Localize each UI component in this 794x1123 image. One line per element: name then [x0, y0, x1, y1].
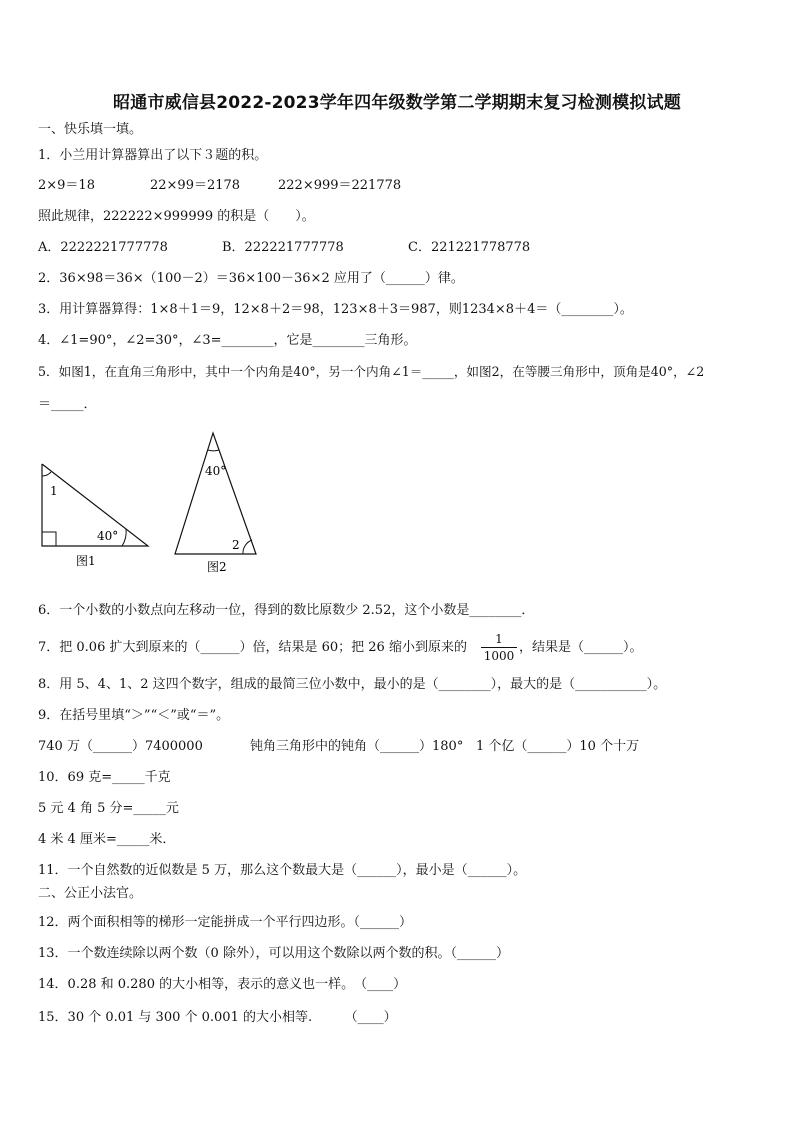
question-1-example-2: 22×99＝2178: [150, 178, 241, 193]
figure-1-angle-1-label: 1: [50, 484, 58, 498]
question-7-part-2: ，结果是（______）。: [519, 640, 643, 655]
figure-2-caption: 图2: [207, 560, 227, 574]
question-1-example-1: 2×9＝18: [38, 178, 95, 193]
question-2: 2．36×98＝36×（100－2）＝36×100－36×2 应用了（______）律。: [38, 271, 464, 286]
question-9-c: 1 个亿（______）10 个十万: [476, 739, 640, 754]
question-1-option-b: B．222221777778: [222, 240, 344, 255]
question-15: 15．30 个 0.01 与 300 个 0.001 的大小相等. （____）: [38, 1010, 397, 1025]
question-7-part-1: 7．把 0.06 扩大到原来的（______）倍，结果是 60；把 26 缩小到原来的: [38, 640, 467, 655]
question-10-b: 5 元 4 角 5 分=_____元: [38, 801, 179, 816]
figure-2-angle-2-label: 2: [232, 538, 240, 552]
section-heading-1: 一、快乐填一填。: [38, 122, 143, 137]
question-11: 11．一个自然数的近似数是 5 万，那么这个数最大是（______），最小是（______）。: [38, 863, 527, 878]
fraction-denominator: 1000: [483, 649, 515, 663]
question-14: 14．0.28 和 0.280 的大小相等，表示的意义也一样。 （____）: [38, 977, 407, 992]
question-13: 13．一个数连续除以两个数（0 除外），可以用这个数除以两个数的积。（______）: [38, 946, 509, 961]
question-1-option-c: C．221221778778: [408, 240, 531, 255]
question-9-b: 钝角三角形中的钝角（______）180°: [250, 739, 464, 754]
figure-2-isosceles-triangle: [170, 428, 266, 578]
question-10-a: 10．69 克=_____千克: [38, 770, 171, 785]
figure-1-angle-40-label: 40°: [97, 529, 119, 543]
question-5-line-1: 5．如图1，在直角三角形中，其中一个内角是40°，另一个内角∠1＝_____，如图2，在等腰三角形中，顶角是40°，∠2: [38, 364, 705, 379]
question-7-fraction: [481, 632, 517, 663]
question-6: 6．一个小数的小数点向左移动一位，得到的数比原数少 2.52，这个小数是________．: [38, 603, 535, 618]
question-1-stem: 1．小兰用计算器算出了以下３题的积。: [38, 148, 268, 163]
section-heading-2: 二、公正小法官。: [38, 886, 143, 901]
fraction-numerator: 1: [495, 632, 503, 646]
question-1-option-a: A．2222221777778: [38, 240, 168, 255]
question-1-ask: 照此规律，222222×999999 的积是（ ）。: [38, 209, 315, 224]
figure-2-angle-40-label: 40°: [205, 464, 227, 478]
figure-1-caption: 图1: [76, 554, 96, 568]
question-12: 12．两个面积相等的梯形一定能拼成一个平行四边形。（______）: [38, 915, 413, 930]
question-3: 3．用计算器算得：1×8＋1＝9，12×8＋2＝98，123×8＋3＝987，则1234×8＋4＝（________）。: [38, 302, 633, 317]
question-10-c: 4 米 4 厘米=_____米．: [38, 832, 176, 847]
question-4: 4．∠1=90°，∠2=30°，∠3=________，它是________三角形。: [38, 333, 417, 348]
question-5-line-2: ＝_____．: [38, 397, 97, 412]
question-8: 8．用 5、4、1、2 这四个数字，组成的最简三位小数中，最小的是（________），最大的是（___________）。: [38, 677, 667, 692]
question-9-a: 740 万（______）7400000: [38, 739, 203, 754]
figure-1-right-triangle: [36, 458, 156, 570]
question-1-example-3: 222×999＝221778: [278, 178, 402, 193]
question-9-stem: 9．在括号里填“＞”“＜”或“＝”。: [38, 708, 230, 723]
page-title: 昭通市威信县2022-2023学年四年级数学第二学期期末复习检测模拟试题: [113, 93, 681, 113]
